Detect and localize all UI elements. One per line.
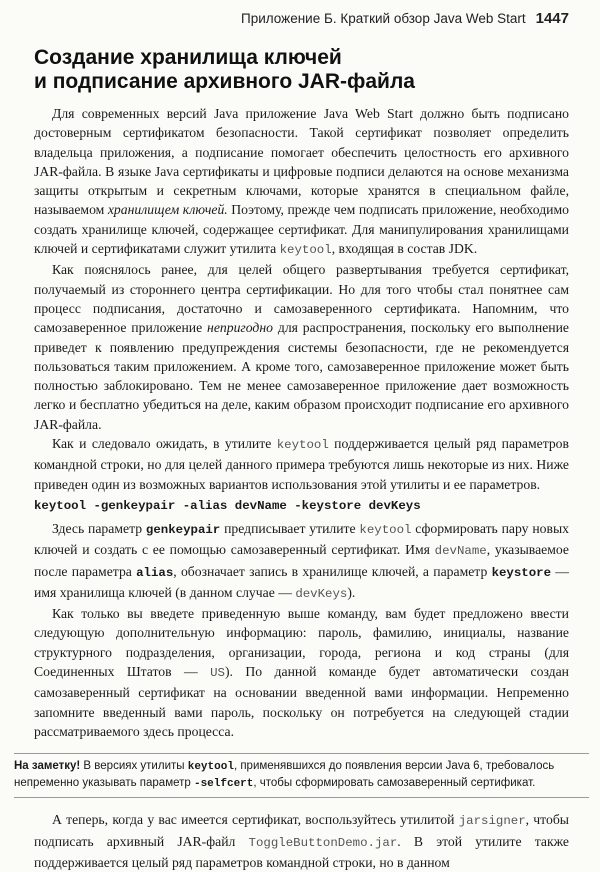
text-run: , указываемое после параметра <box>34 542 569 579</box>
code-jar-filename: ToggleButtonDemo.jar <box>248 835 398 850</box>
paragraph-keytool-options <box>34 434 569 494</box>
paragraph-keystore-intro <box>34 104 569 260</box>
code-devkeys: devKeys <box>295 586 348 601</box>
code-selfcert: -selfcert <box>193 778 254 791</box>
emphasis-unsuitable: непригодно <box>207 320 273 336</box>
code-keytool: keytool <box>359 522 412 537</box>
text-run: для распространения, поскольку его выполнение приведет к появлению предупреждения системы безопасности, где не рекомендуется пользоваться таким приложением. А кроме того, самозаверенное приложение может быть полностью заблокировано. Тем не менее самозаверенное приложение дает возможность легко и бесплатно убедиться на деле, каким образом происходит подписание его архивного JAR-файла. <box>34 320 569 432</box>
text-run: — имя хранилища ключей (в данном случае — <box>34 563 569 600</box>
note-box <box>14 753 589 798</box>
code-jarsigner: jarsigner <box>458 814 526 829</box>
option-alias: alias <box>136 565 174 580</box>
text-run: Поэтому, прежде чем подписать приложение, необходимо создать хранилище ключей, содержащее сертификат. Для манипулирования хранилищами ключей и сертификатами служит утилита <box>34 202 569 257</box>
running-title: Приложение Б. Краткий обзор Java Web Start <box>241 11 526 26</box>
command-example: keytool -genkeypair -alias devName -keystore devKeys <box>34 498 421 513</box>
code-devname: devName <box>434 544 487 559</box>
text-run: , чтобы сформировать самозаверенный сертификат. <box>253 777 536 790</box>
text-run: , обозначает запись в хранилище ключей, а параметр <box>173 563 492 579</box>
paragraph-prompted-info <box>34 604 569 741</box>
text-run: ). По данной команде будет автоматически создан самозаверенный сертификат на основании введенной вами информации. Непременно запомните введенный вами пароль, поскольку он потребуется на следующей стадии рассматриваемого здесь процесса. <box>34 664 569 739</box>
text-run: сформировать пару новых ключей и создать с ее помощью самозаверенный сертификат. Имя <box>34 520 569 558</box>
text-run: ). <box>347 584 356 600</box>
text-run: , применявшихся до появления версии Java 6, требовалось непременно указывать параметр <box>14 760 555 790</box>
section-title-line1: Создание хранилища ключей <box>34 46 342 69</box>
section-title-line2: и подписание архивного JAR-файла <box>34 70 415 93</box>
code-keytool: keytool <box>276 438 329 453</box>
emphasis-keystore-term: хранилищем ключей. <box>107 202 228 218</box>
text-run: А теперь, когда у вас имеется сертификат, воспользуйтесь утилитой <box>52 812 459 828</box>
code-keytool: keytool <box>187 761 234 774</box>
text-run: , чтобы подписать архивный JAR-файл <box>34 812 569 849</box>
paragraph-self-signed <box>34 260 569 434</box>
text-run: В версиях утилиты <box>80 760 188 773</box>
page-number: 1447 <box>535 10 569 27</box>
text-run: Как и следовало ожидать, в утилите <box>52 436 277 452</box>
code-keytool: keytool <box>279 243 332 258</box>
text-run: поддерживается целый ряд параметров командной строки, но для целей данного примера требуются лишь некоторые из них. Ниже приведен один из возможных вариантов использования этой утилиты и ее параметров. <box>34 436 569 492</box>
section-heading <box>34 46 569 94</box>
text-run: Для современных версий Java приложение Java Web Start должно быть подписано достоверным сертификатом безопасности. Такой сертификат позволяет определить владельца приложения, а подписание помогает обеспечить целостность его архивного JAR-файла. В языке Java сертификаты и цифровые подписи делаются на основе механизма защиты открытым и секретным ключами, которые хранятся в специальном файле, называемом <box>34 106 569 218</box>
paragraph-jarsigner <box>34 810 569 872</box>
text-run: , входящая в состав JDK. <box>331 241 478 257</box>
paragraph-options-explained <box>34 519 569 604</box>
code-us: US <box>210 666 225 681</box>
text-run: Здесь параметр <box>52 520 146 536</box>
note-label: На заметку! <box>14 760 81 773</box>
option-genkeypair: genkeypair <box>145 522 221 537</box>
text-run: Как пояснялось ранее, для целей общего развертывания требуется сертификат, получаемый из стороннего центра сертификации. Но для того чтобы стал понятнее сам процесс подписания, достаточно и самозаверенного сертификата. Напомним, что самозаверенное приложение <box>34 262 569 336</box>
text-run: . В этой утилите также поддерживается целый ряд параметров командной строки, но в данном <box>34 833 569 870</box>
text-run: Как только вы введете приведенную выше команду, вам будет предложено ввести следующую дополнительную информацию: пароль, фамилию, инициалы, название структурного подразделения, организации, города, региона и код страны (для Соединенных Штатов — <box>34 606 569 680</box>
running-head <box>34 10 569 32</box>
text-run: предписывает утилите <box>220 520 360 536</box>
option-keystore: keystore <box>491 565 552 580</box>
